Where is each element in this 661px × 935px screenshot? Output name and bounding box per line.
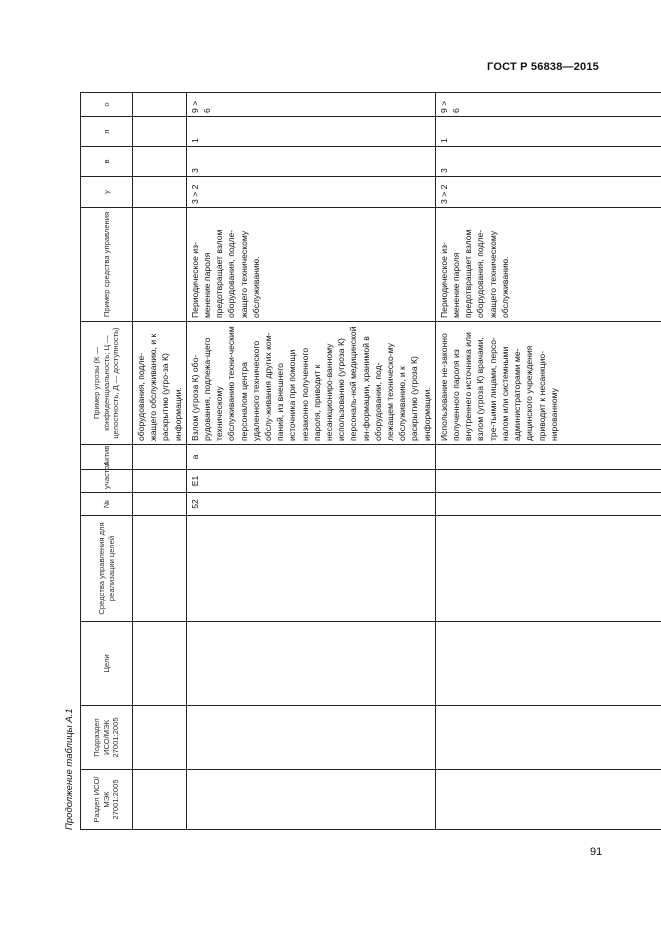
page-number: 91	[590, 846, 603, 858]
table-header-row	[81, 93, 133, 830]
cell-participant	[435, 470, 661, 493]
table-row	[435, 93, 661, 830]
cell-u	[133, 177, 187, 208]
cell-controls	[435, 516, 661, 622]
cell-goals	[435, 622, 661, 706]
cell-participant: Е1	[186, 470, 435, 493]
cell-asset: а	[186, 445, 435, 470]
cell-subsection	[186, 706, 435, 770]
cell-u: 3 > 2	[186, 177, 435, 208]
cell-goals	[133, 622, 187, 706]
header-section: Раздел ИСО/МЭК 27001:2005	[81, 770, 133, 830]
header-u: у	[81, 177, 133, 208]
cell-subsection	[435, 706, 661, 770]
cell-control-example	[133, 208, 187, 322]
cell-o: 9 > 6	[186, 93, 435, 117]
header-p: п	[81, 117, 133, 147]
header-subsection: Подраздел ИСО/МЭК 27001:2005	[81, 706, 133, 770]
cell-controls	[133, 516, 187, 622]
header-o: о	[81, 93, 133, 117]
cell-asset	[435, 445, 661, 470]
cell-asset	[133, 445, 187, 470]
cell-control-example: Периодическое из-менение пароля предотвращает взлом оборудования, подле-жащего техническому обслуживанию.	[186, 208, 435, 322]
header-participant: участок	[81, 470, 133, 493]
cell-threat: Взлом (угроза К) обо-рудования, подлежа-щего техническому обслуживанию техни-ческим персоналом центра удаленного технического обслу-живания других ком-паний, из внешнего источника при помощи незаконно полученного пароля, приводит к несанкциониро-ванному использованию (угроза К) персональ-ной медицинской ин-формации, хранимой в оборудовании, под-лежащем техническо-му обслуживанию, и к раскрытию (угроза К) информации.	[186, 322, 435, 445]
cell-controls	[186, 516, 435, 622]
cell-section	[186, 770, 435, 830]
cell-threat: Использование не-законно полученного пароля из внутреннего источника или взлом (угроза К) врачами, тре-тьими лицами, персо-налом или системными администраторами ме-дицинского учреждения приводит к несанкцио-нированному	[435, 322, 661, 445]
cell-o	[133, 93, 187, 117]
header-v: в	[81, 147, 133, 177]
cell-goals	[186, 622, 435, 706]
cell-p	[133, 117, 187, 147]
table-row	[133, 93, 187, 830]
cell-v: 3	[435, 147, 661, 177]
cell-v	[133, 147, 187, 177]
table-caption: Продолжение таблицы А.1	[64, 708, 75, 830]
table-row	[186, 93, 435, 830]
cell-subsection	[133, 706, 187, 770]
cell-section	[435, 770, 661, 830]
document-code: ГОСТ Р 56838—2015	[487, 61, 599, 73]
header-asset: Актив	[81, 445, 133, 470]
header-goals: Цели	[81, 622, 133, 706]
cell-num: 52	[186, 493, 435, 516]
cell-v: 3	[186, 147, 435, 177]
cell-u: 3 > 2	[435, 177, 661, 208]
header-num: №	[81, 493, 133, 516]
threat-table	[80, 92, 661, 830]
header-controls: Средства управления для реализации целей	[81, 516, 133, 622]
header-control-example: Пример средства управления	[81, 208, 133, 322]
cell-control-example: Периодическое из-менение пароля предотвращает взлом оборудования, подле-жащего техническому обслуживанию.	[435, 208, 661, 322]
cell-p: 1	[435, 117, 661, 147]
rotated-table-block	[64, 93, 595, 830]
cell-num	[435, 493, 661, 516]
cell-p: 1	[186, 117, 435, 147]
cell-section	[133, 770, 187, 830]
header-threat: Пример угрозы (К — конфиденциальность; Ц — целостность, Д — доступность)	[81, 322, 133, 445]
cell-participant	[133, 470, 187, 493]
cell-o: 9 > 6	[435, 93, 661, 117]
cell-threat: оборудования, подле-жащего обслуживанию, и к раскрытию (угро-за К) информации.	[133, 322, 187, 445]
cell-num	[133, 493, 187, 516]
